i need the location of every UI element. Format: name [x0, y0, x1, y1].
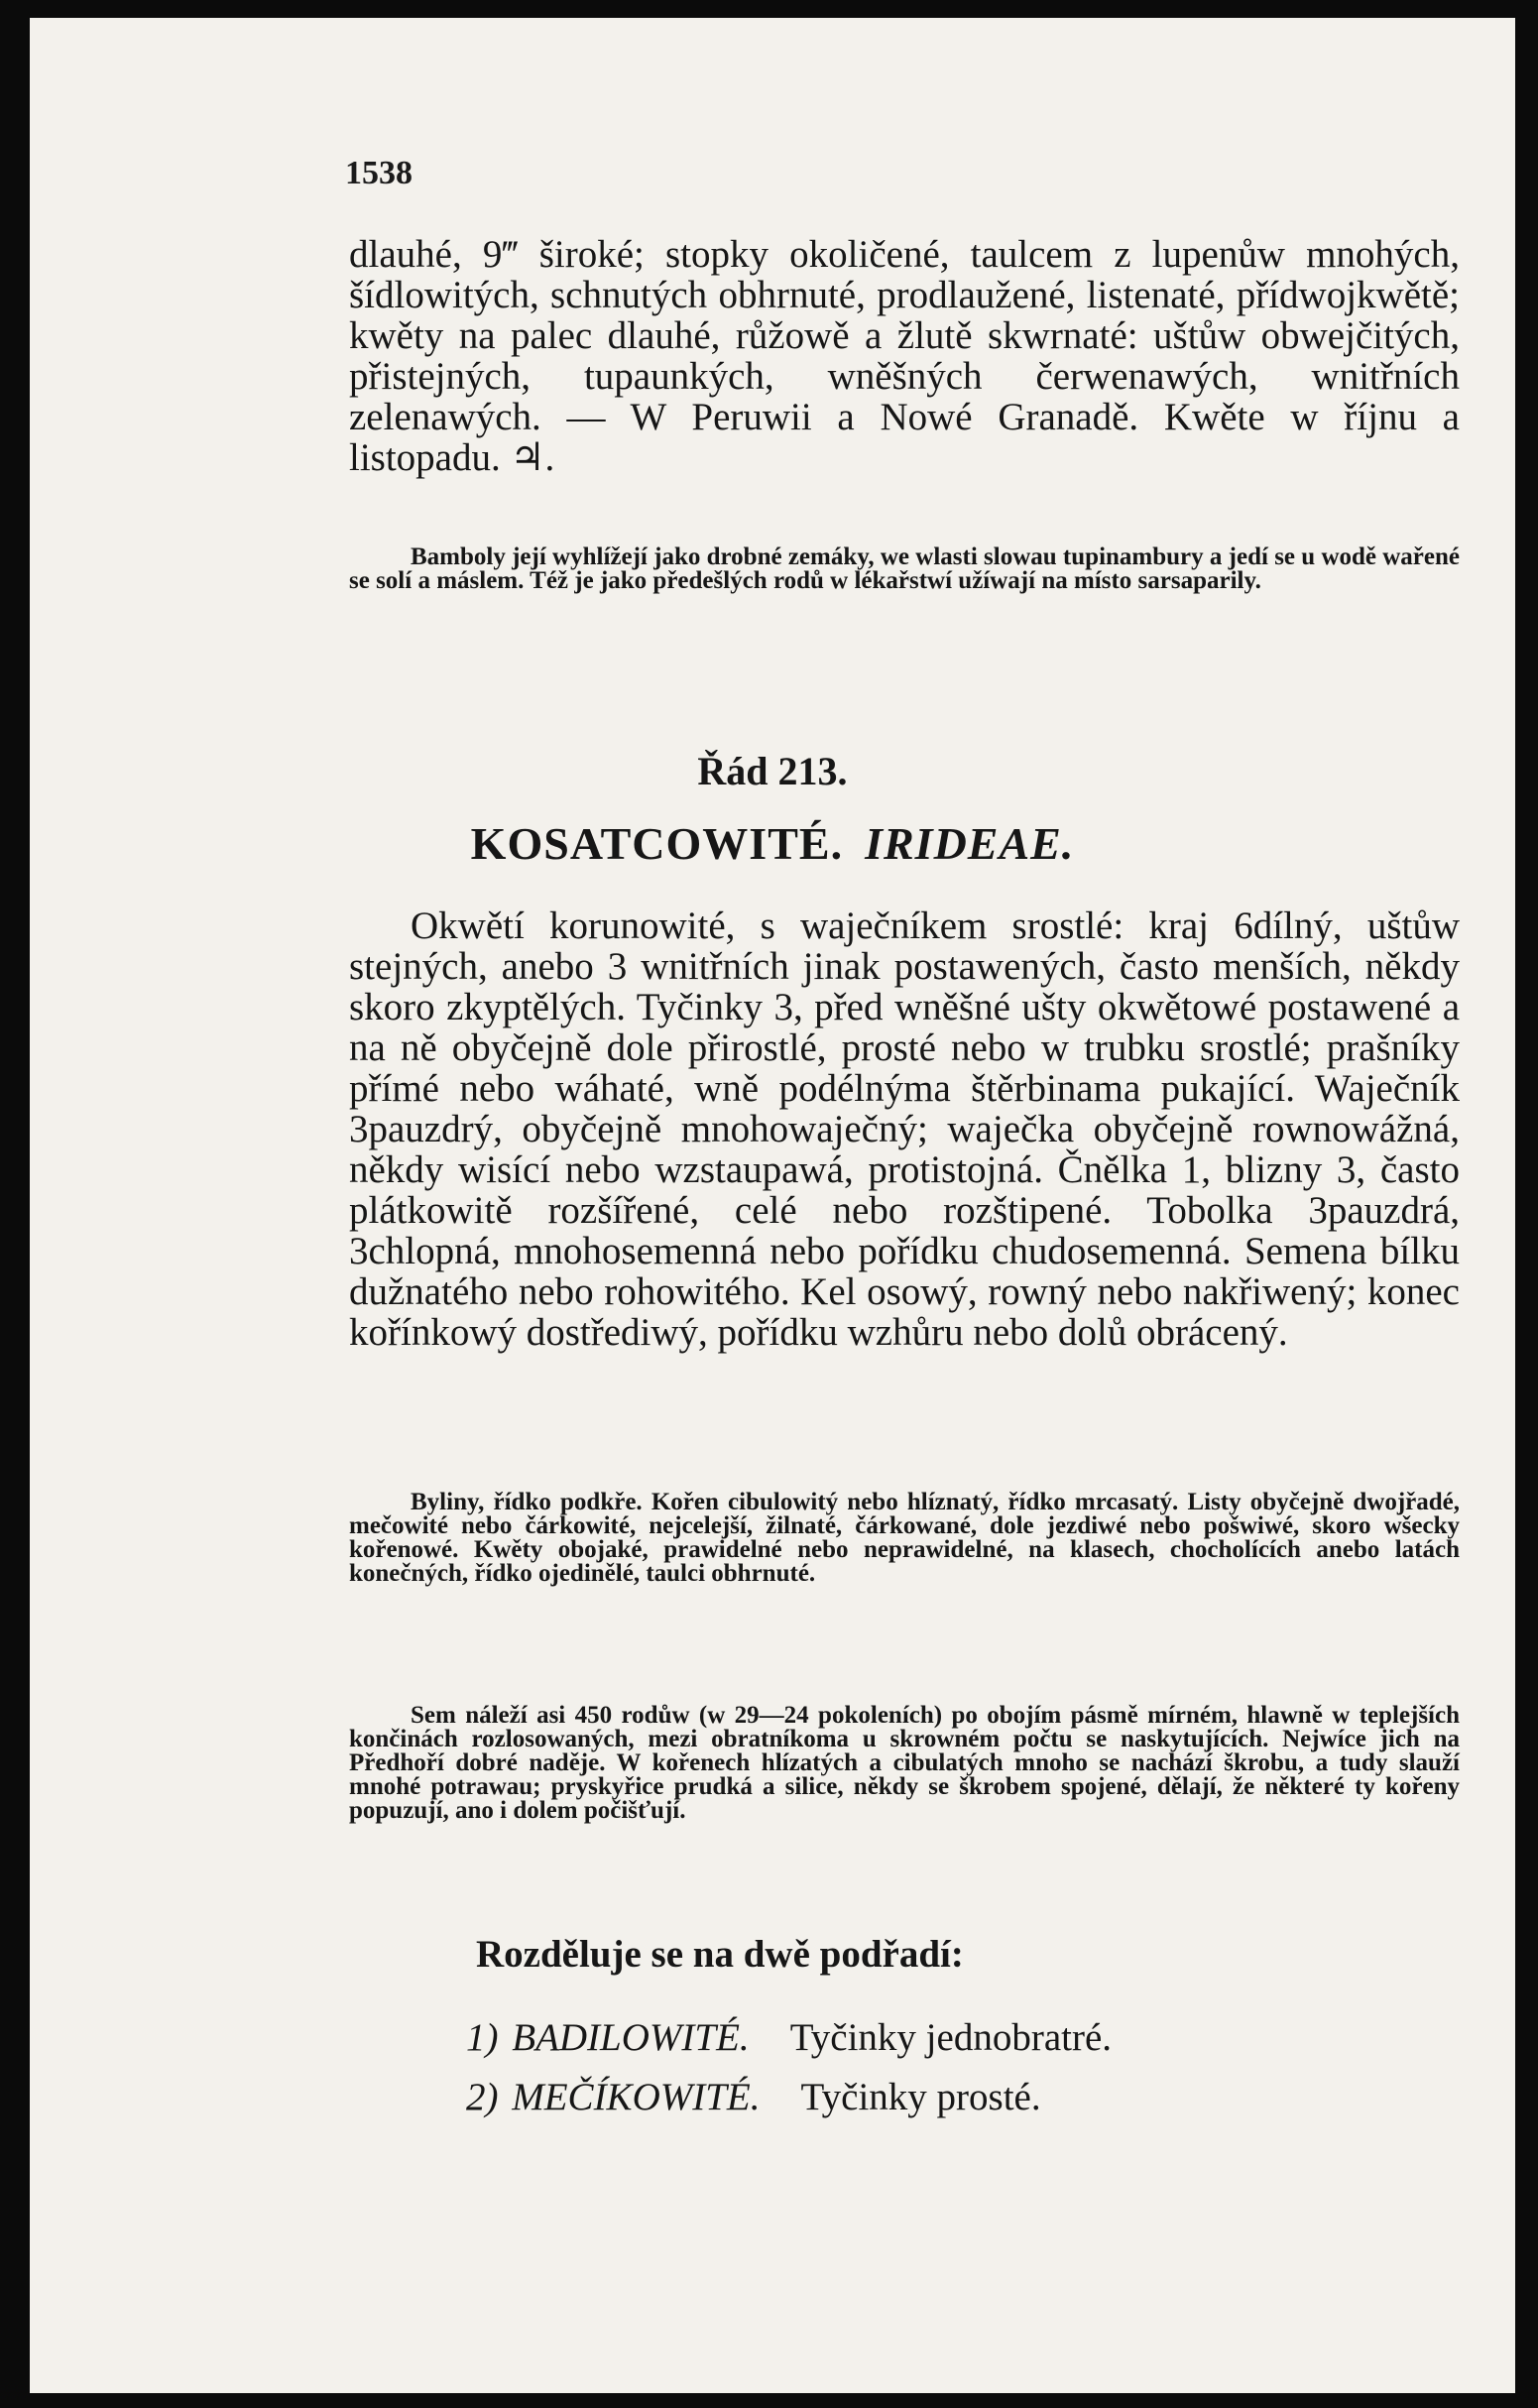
family-name-latin: IRIDEAE. — [865, 818, 1075, 869]
book-page — [30, 18, 1515, 2393]
subgroup-desc: Tyčinky jednobratré. — [789, 2016, 1113, 2059]
continuation-paragraph: dlauhé, 9‴ široké; stopky okoličené, taulcem z lupenůw mnohých, šídlowitých, schnutých obhrnuté, prodlaužené, listenaté, přídwojkwětě; kwěty na palec dlauhé, růžowě a žlutě skwrnaté: uštůw obwejčitých, přistejných, tupaunkých, wněšných čerwenawých, wnitřních zelenawých. — W Peruwii a Nowé Granadě. Kwěte w říjnu a listopadu. ♃. — [349, 233, 1460, 479]
distribution-note: Sem náleží asi 450 rodůw (w 29—24 pokoleních) po obojím pásmě mírném, hlawně w teplejších končinách rozlosowaných, mezi obratníkoma u skrowném počtu se naskytujících. Nejwíce jich na Předhoří dobré naděje. W kořenech hlízatých a cibulatých mnoho se nachází škrobu, a tudy slauží mnohé potrawau; pryskyřice prudká a silice, někdy se škrobem spojené, dělají, že některé ty kořeny popuzují, ano i dolem počišťují. — [349, 1702, 1460, 1824]
page-number: 1538 — [345, 155, 413, 191]
usage-note: Bamboly její wyhlížejí jako drobné zemáky, we wlasti slowau tupinambury a jedí se u wodě wařené se solí a máslem. Též je jako předešlých rodů w lékařstwí užíwají na místo sarsaparily. — [349, 543, 1460, 594]
subgroup-name: MEČÍKOWITÉ. — [512, 2076, 761, 2118]
order-heading: Řád 213. — [697, 749, 848, 793]
division-intro: Rozděluje se na dwě podřadí: — [476, 1933, 964, 1976]
habit-note: Byliny, řídko podkře. Kořen cibulowitý nebo hlíznatý, řídko mrcasatý. Listy obyčejně dwojřadé, mečowité nebo čárkowité, nejcelejší, žilnaté, čárkowané, dole jezdiwé nebo pošwiwé, skoro wšecky kořenowé. Kwěty obojaké, prawidelné nebo neprawidelné, na klasech, chocholících anebo latách konečných, řídko ojedinělé, taulci obhrnuté. — [349, 1489, 1460, 1587]
subgroup-item — [466, 2075, 1041, 2119]
family-name-czech: KOSATCOWITÉ. — [470, 818, 844, 869]
family-title — [30, 817, 1515, 870]
subgroup-name: BADILOWITÉ. — [512, 2016, 750, 2059]
subgroup-desc: Tyčinky prosté. — [800, 2076, 1041, 2118]
subgroup-number: 2) — [466, 2076, 499, 2118]
family-description: Okwětí korunowité, s waječníkem srostlé: kraj 6dílný, uštůw stejných, anebo 3 wnitřních jinak postawených, často menších, někdy skoro zkyptělých. Tyčinky 3, před wněšné ušty okwětowé postawené a na ně obyčejně dole přirostlé, prosté nebo w trubku srostlé; prašníky přímé nebo wáhaté, wně podélnýma štěrbinama pukající. Waječník 3pauzdrý, obyčejně mnohowaječný; waječka obyčejně rownowážná, někdy wisící nebo wzstaupawá, protistojná. Čnělka 1, blizny 3, často plátkowitě rozšířené, celé nebo rozštipené. Tobolka 3pauzdrá, 3chlopná, mnohosemenná nebo pořídku chudosemenná. Semena bílku dužnatého nebo rohowitého. Kel osowý, rowný nebo nakřiwený; konec kořínkowý dostřediwý, pořídku wzhůru nebo dolů obrácený. — [349, 904, 1460, 1354]
subgroup-number: 1) — [466, 2016, 499, 2059]
subgroup-item — [466, 2015, 1112, 2060]
